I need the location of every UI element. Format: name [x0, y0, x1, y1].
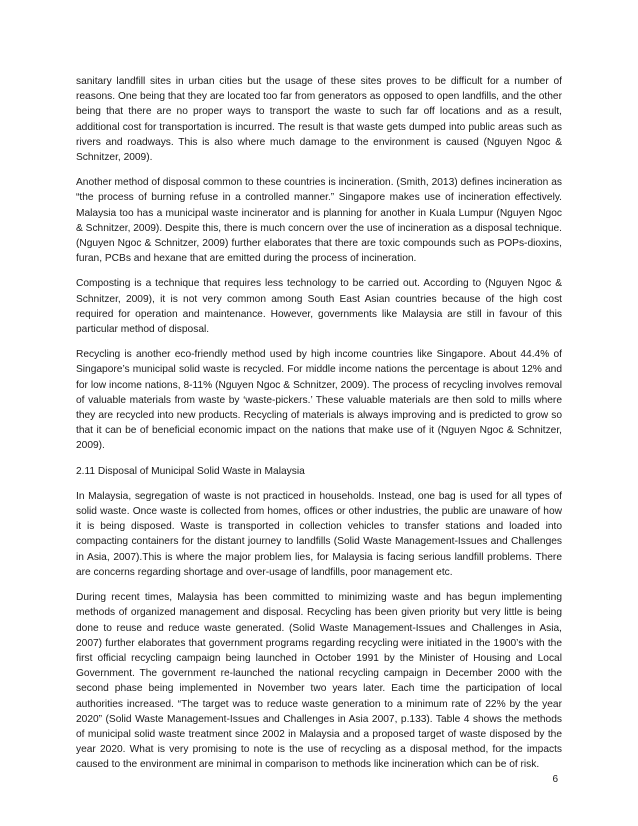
paragraph-composting: Composting is a technique that requires less technology to be carried out. According to (Nguyen Ngoc & Schnitzer, 2009), it is not very common among South East Asian countries because of the high cost required for operation and maintenance. However, governments like Malaysia are still in favour of this particular method of disposal. — [76, 278, 562, 336]
paragraph-incineration: Another method of disposal common to these countries is incineration. (Smith, 2013) defines incineration as “the process of burning refuse in a controlled manner.” Singapore makes use of incineration effectively. Malaysia too has a municipal waste incinerator and is planning for another in Kuala Lumpur (Nguyen Ngoc & Schnitzer, 2009). Despite this, there is much concern over the use of incineration as a disposal technique. (Nguyen Ngoc & Schnitzer, 2009) further elaborates that there are toxic compounds such as POPs-dioxins, furan, PCBs and hexane that are emitted during the process of incineration. — [76, 177, 562, 265]
paragraph-landfill: sanitary landfill sites in urban cities but the usage of these sites proves to be difficult for a number of reasons. One being that they are located too far from generators as opposed to open landfills, and the other being that there are no proper ways to transport the waste to such far off locations and as a result, additional cost for transportation is incurred. The result is that waste gets dumped into public areas such as rivers and roadways. This is also where much damage to the environment is caused (Nguyen Ngoc & Schnitzer, 2009). — [76, 76, 562, 164]
page-number: 6 — [552, 774, 558, 785]
paragraph-malaysia-segregation: In Malaysia, segregation of waste is not practiced in households. Instead, one bag is used for all types of solid waste. Once waste is collected from homes, offices or other industries, the public are unaware of how it is being disposed. Waste is transported in collection vehicles to transfer stations and loaded into compacting containers for the distant journey to landfills (Solid Waste Management-Issues and Challenges in Asia, 2007).This is where the major problem lies, for Malaysia is facing serious landfill problems. There are concerns regarding shortage and over-usage of landfills, poor management etc. — [76, 490, 562, 578]
document-page — [76, 74, 562, 783]
paragraph-recycling: Recycling is another eco-friendly method used by high income countries like Singapore. About 44.4% of Singapore’s municipal solid waste is recycled. For middle income nations the percentage is about 12% and for low income nations, 8-11% (Nguyen Ngoc & Schnitzer, 2009). The process of recycling involves removal of valuable materials from waste by ‘waste-pickers.’ These valuable materials are then sold to mills where they are recycled into new products. Recycling of materials is always improving and is predicted to grow so that it can be of beneficial economic impact on the nations that make use of it (Nguyen Ngoc & Schnitzer, 2009). — [76, 349, 562, 452]
paragraph-malaysia-recent: During recent times, Malaysia has been committed to minimizing waste and has begun implementing methods of organized management and disposal. Recycling has been given priority but very little is being done to reuse and reduce waste generated. (Solid Waste Management-Issues and Challenges in Asia, 2007) further elaborates that government programs regarding recycling were initiated in the 1900’s with the first official recycling campaign being launched in October 1991 by the Minister of Housing and Local Government. The government re-launched the national recycling campaign in December 2000 with the second phase being implemented in November two years later. Each time the participation of local authorities increased. “The target was to reduce waste generation to a minimum rate of 22% by the year 2020” (Solid Waste Management-Issues and Challenges in Asia 2007, p.133). Table 4 shows the methods of municipal solid waste treatment since 2002 in Malaysia and a proposed target of waste disposed by the year 2020. What is very promising to note is the use of recycling as a disposal method, for the impacts caused to the environment are minimal in comparison to methods like incineration which can be of risk. — [76, 592, 562, 771]
section-heading: 2.11 Disposal of Municipal Solid Waste in Malaysia — [76, 465, 305, 477]
